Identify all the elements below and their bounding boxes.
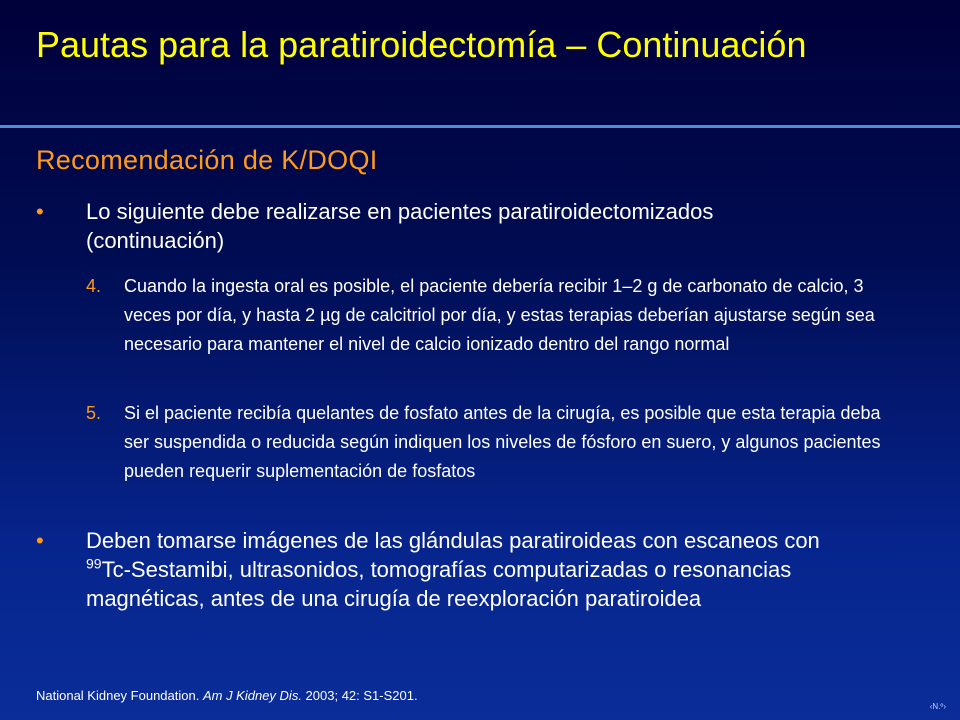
bullet-marker: • [36, 528, 44, 553]
citation-source: National Kidney Foundation. [36, 688, 203, 703]
slide-subtitle: Recomendación de K/DOQI [36, 145, 378, 175]
item-text: Si el paciente recibía quelantes de fosfato antes de la cirugía, es posible que esta terapia deba ser suspendida o reducida según indiquen los niveles de fósforo en suero, y algunos pacientes pueden requerir suplementación de fosfatos [124, 403, 881, 481]
slide-number: ‹N.º› [929, 702, 946, 711]
citation [36, 688, 418, 704]
item-number: 5. [86, 403, 102, 423]
item-number: 4. [86, 276, 102, 296]
citation-journal: Am J Kidney Dis. [202, 688, 302, 703]
bullet-item [36, 197, 856, 255]
isotope-superscript: 99 [86, 555, 102, 572]
numbered-item [86, 272, 906, 359]
bullet-text-part: Tc-Sestamibi, ultrasonidos, tomografías computarizadas o resonancias magnéticas, antes de una cirugía de reexploración paratiroidea [86, 557, 792, 611]
bullet-marker: • [36, 199, 44, 224]
bullet-text [86, 526, 836, 613]
item-text: Cuando la ingesta oral es posible, el paciente debería recibir 1–2 g de carbonato de calcio, 3 veces por día, y hasta 2 µg de calcitriol por día, y estas terapias deberían ajustarse según sea necesario para mantener el nivel de calcio ionizado dentro del rango normal [124, 276, 875, 354]
slide-title: Pautas para la paratiroidectomía – Continuación [36, 24, 807, 65]
bullet-text: Lo siguiente debe realizarse en pacientes paratiroidectomizados (continuación) [86, 199, 714, 253]
citation-details: 2003; 42: S1-S201. [301, 688, 418, 703]
numbered-item [86, 399, 906, 486]
bullet-text-part: Deben tomarse imágenes de las glándulas paratiroideas con escaneos con [86, 528, 820, 553]
title-divider [0, 125, 960, 128]
bullet-item [36, 526, 836, 613]
